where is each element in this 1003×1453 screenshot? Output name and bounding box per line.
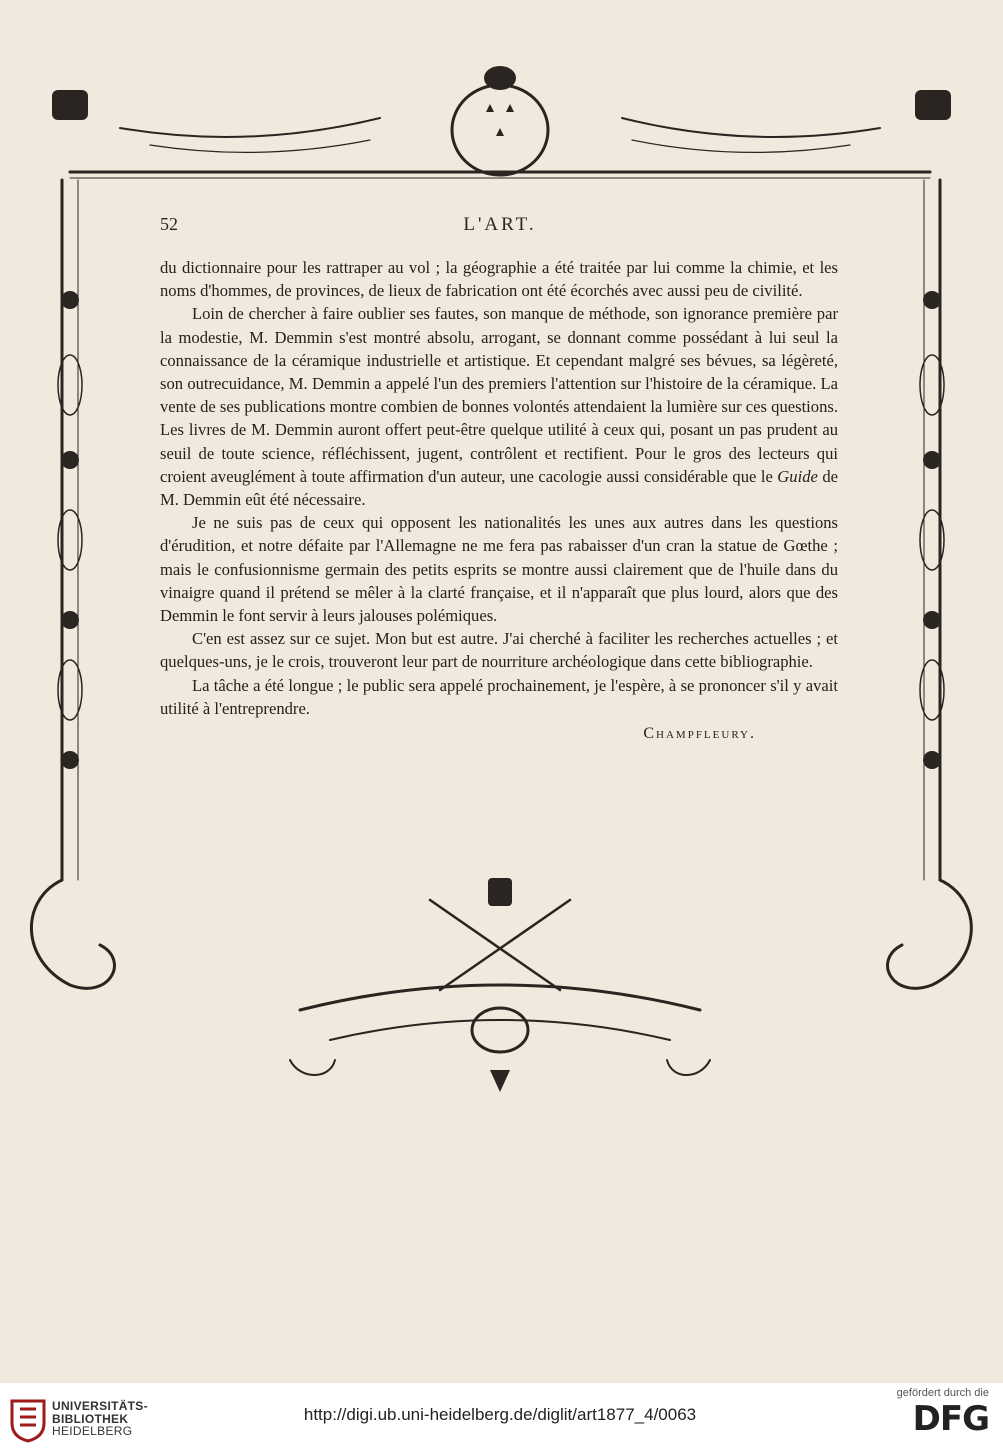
page-number: 52	[160, 214, 178, 234]
paragraph: du dictionnaire pour les rattraper au vol ; la géographie a été traitée par lui comme la chimie, et les noms d'hommes, de provinces, de lieux de fabrication ont été écorchés avec aussi peu de civilité.	[160, 258, 838, 301]
dfg-logo[interactable]: DFG	[912, 1399, 989, 1439]
paragraph: Loin de chercher à faire oublier ses fautes, son manque de méthode, son ignorance première par la modestie, M. Demmin s'est montré absolu, arrogant, se donnant comme possédant à lui seul la connaissance de la céramique industrielle et artistique. Et cependant malgré ses bévues, sa légèreté, son outrecuidance, M. Demmin a appelé l'un des premiers l'attention sur l'histoire de la céramique. La vente de ses publications montre combien de bonnes volontés attendaient la lumière sur ces questions. Les livres de M. Demmin auront offert peut-être quelque utilité à ceux qui, posant un pas prudent au seuil de toute science, réfléchissent, jugent, contrôlent et rectifient. Pour le gros des lecteurs qui croient aveuglément à toute affirmation d'un auteur, une cacologie aussi considérable que le Guide de M. Demmin eût été nécessaire.	[160, 304, 839, 510]
paragraph: Je ne suis pas de ceux qui opposent les nationalités les unes aux autres dans les questions d'érudition, et notre défaite par l'Allemagne ne me fera pas rabaisser d'un cran la statue de Gœthe ; mais le confusionnisme germain des petits esprits se montre aussi clairement que de l'huile dans du vinaigre quand il prétend se mêler à la clarté française, et il n'apparaît que plus lourd, alors que des Demmin le font servir à leurs jalouses polémiques.	[160, 513, 838, 626]
library-logo[interactable]	[10, 1391, 160, 1446]
author-signature: Champfleury.	[643, 725, 756, 743]
library-seal-icon	[10, 1397, 46, 1443]
library-name-line: BIBLIOTHEK	[52, 1411, 129, 1426]
paragraph: C'en est assez sur ce sujet. Mon but est autre. J'ai cherché à faciliter les recherches actuelles ; et quelques-uns, je le crois, trouveront leur part de nourriture archéologique dans cette bibliographie.	[160, 629, 838, 672]
viewer-footer	[0, 1383, 1003, 1453]
funding-label: gefördert durch die	[896, 1387, 989, 1399]
paragraph: La tâche a été longue ; le public sera appelé prochainement, je l'espère, à se prononcer s'il y avait utilité à l'entreprendre.	[160, 675, 838, 718]
page-header	[160, 214, 840, 244]
library-name-line: HEIDELBERG	[52, 1424, 133, 1438]
article-text	[160, 256, 838, 745]
funding-block	[869, 1387, 989, 1439]
library-name-line: UNIVERSITÄTS-	[52, 1399, 148, 1413]
running-title: L'ART.	[463, 214, 537, 235]
guide-italic: Guide	[777, 466, 818, 486]
permalink[interactable]: http://digi.ub.uni-heidelberg.de/diglit/art1877_4/0063	[303, 1405, 697, 1424]
